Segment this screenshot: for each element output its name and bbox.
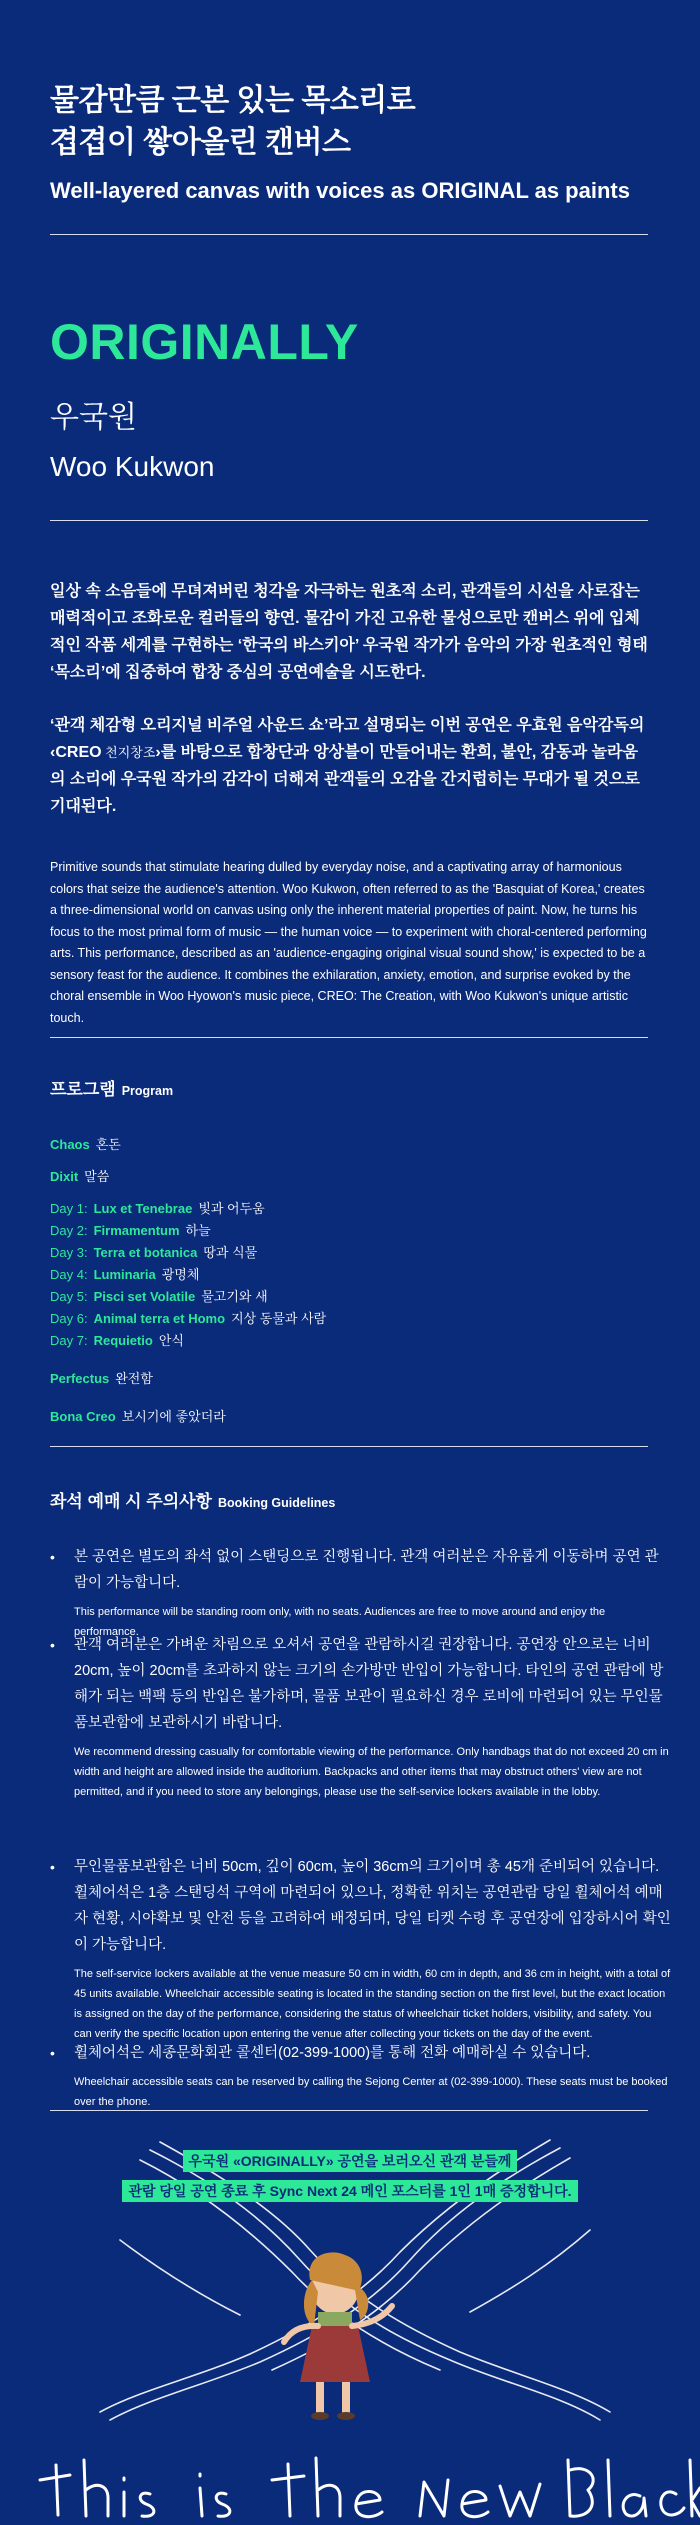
- artist-name-ko: 우국원: [50, 401, 137, 434]
- promo-line-2: 관람 당일 공연 종료 후 Sync Next 24 메인 포스터를 1인 1매 증정합니다.: [122, 2180, 577, 2202]
- program-item-title: Chaos: [50, 1137, 90, 1152]
- program-item-ko: 보시기에 좋았더라: [121, 1409, 226, 1424]
- day-label: Day 4:: [50, 1267, 88, 1282]
- program-heading: [50, 1078, 648, 1103]
- program-day-5: [50, 1288, 648, 1306]
- hero-title-ko-line2: 겹겹이 쌓아올린 캔버스: [50, 126, 351, 159]
- program-day-6: [50, 1310, 648, 1328]
- day-label: Day 3:: [50, 1245, 88, 1260]
- program-item-ko: 말씀: [84, 1169, 110, 1184]
- booking-item: [50, 1854, 672, 2044]
- bullet-icon: •: [50, 2045, 55, 2061]
- day-label: Day 6:: [50, 1311, 88, 1326]
- day-ko: 물고기와 새: [201, 1289, 268, 1304]
- program-item-title: Bona Creo: [50, 1409, 116, 1424]
- booking-item-ko: 무인물품보관함은 너비 50cm, 깊이 60cm, 높이 36cm의 크기이며 총 45개 준비되어 있습니다. 휠체어석은 1층 스탠딩석 구역에 마련되어 있으나, 정확한 위치는 공연관람 당일 휠체어석 예매자 현황, 시야확보 및 안전 등을 고려하여 배정되며, 당일 티켓 수령 후 공연장에 입장하시어 확인이 가능합니다.: [74, 1859, 671, 1953]
- bullet-icon: •: [50, 1637, 55, 1653]
- day-title: Firmamentum: [93, 1223, 180, 1238]
- day-title: Pisci set Volatile: [93, 1289, 196, 1304]
- booking-item-en: We recommend dressing casually for comfortable viewing of the performance. Only handbags that do not exceed 20 cm in width and height are allowed inside the auditorium. Backpacks and other items that may obstruct others' view are not permitted, and if you need to store any belongings, please use the self-service lockers available in the lobby.: [74, 1746, 669, 1798]
- program-item-ko: 혼돈: [95, 1137, 121, 1152]
- program-item-chaos: [50, 1136, 648, 1154]
- description-en: Primitive sounds that stimulate hearing dulled by everyday noise, and a captivating array of harmonious colors that seize the audience's attention. Woo Kukwon, often referred to as the 'Basquiat of Korea,' creates a three-dimensional world on canvas using only the inherent material properties of paint. Now, he turns his focus to the most primal form of music — the human voice — to experiment with choral-centered performing arts. This performance, described as an 'audience-engaging original visual sound show,' is expected to be a sensory feast for the audience. It combines the exhilaration, anxiety, emotion, and surprise evoked by the choral ensemble in Woo Hyowon's music piece, CREO: The Creation, with Woo Kukwon's unique artistic touch.: [50, 860, 647, 1025]
- description-ko-para2-b: ›를 바탕으로 합창단과 앙상블이 만들어내는 환희, 불안, 감동과 놀라움의 소리에 우국원 작가의 감각이 더해져 관객들의 오감을 간지럽히는 무대가 될 것으로 기대된다.: [50, 744, 640, 815]
- booking-heading-en: Booking Guidelines: [217, 1496, 336, 1510]
- program-day-2: [50, 1222, 648, 1240]
- description-ko-para1: 일상 속 소음들에 무뎌져버린 청각을 자극하는 원초적 소리, 관객들의 시선을 사로잡는 매력적이고 조화로운 컬러들의 향연. 물감이 가진 고유한 물성으로만 캔버스 위에 입체적인 작품 세계를 구현하는 ‘한국의 바스키아’ 우국원 작가가 음악의 가장 원초적인 형태 ‘목소리’에 집중하여 합창 중심의 공연예술을 시도한다.: [50, 583, 648, 681]
- bullet-icon: •: [50, 1549, 55, 1565]
- divider: [50, 1037, 648, 1038]
- description-ko-para2: [50, 712, 648, 820]
- booking-item-en: This performance will be standing room only, with no seats. Audiences are free to move around and enjoy the performance.: [74, 1606, 606, 1638]
- hero-title-en: Well-layered canvas with voices as ORIGINAL as paints: [50, 178, 630, 203]
- booking-item-ko: 휠체어석은 세종문화회관 콜센터(02-399-1000)를 통해 전화 예매하실 수 있습니다.: [74, 2045, 591, 2061]
- day-label: Day 5:: [50, 1289, 88, 1304]
- booking-item: [50, 2040, 672, 2112]
- booking-item: [50, 1544, 672, 1642]
- day-label: Day 1:: [50, 1201, 88, 1216]
- booking-item-ko: 관객 여러분은 가벼운 차림으로 오셔서 공연을 관람하시길 권장합니다. 공연장 안으로는 너비 20cm, 높이 20cm를 초과하지 않는 크기의 손가방만 반입이 가능합니다. 타인의 공연 관람에 방해가 되는 백팩 등의 반입은 불가하며, 물품 보관이 필요하신 경우 로비에 마련되어 있는 무인물품보관함에 보관하시기 바랍니다.: [74, 1637, 664, 1731]
- promo-line-1: 우국원 «ORIGINALLY» 공연을 보러오신 관객 분들께: [183, 2150, 518, 2172]
- program-heading-ko: 프로그램: [50, 1080, 116, 1099]
- program-item-perfectus: [50, 1370, 648, 1388]
- day-title: Requietio: [93, 1333, 153, 1348]
- program-day-3: [50, 1244, 648, 1262]
- artist-name-en: Woo Kukwon: [50, 451, 215, 482]
- handwriting-icon: [40, 2458, 700, 2517]
- day-ko: 하늘: [185, 1223, 211, 1238]
- day-ko: 빛과 어두움: [198, 1201, 265, 1216]
- hero-title-ko: [50, 80, 648, 164]
- day-label: Day 2:: [50, 1223, 88, 1238]
- program-item-title: Perfectus: [50, 1371, 110, 1386]
- hero-title-ko-line1: 물감만큼 근본 있는 목소리로: [50, 84, 416, 117]
- day-title: Lux et Tenebrae: [93, 1201, 193, 1216]
- booking-heading-ko: 좌석 예매 시 주의사항: [50, 1492, 212, 1511]
- program-item-dixit: [50, 1168, 648, 1186]
- program-day-1: [50, 1200, 648, 1218]
- day-title: Terra et botanica: [93, 1245, 198, 1260]
- divider: [50, 2110, 648, 2111]
- promo-banner: [0, 2150, 700, 2210]
- day-ko: 광명체: [161, 1267, 200, 1282]
- bullet-icon: •: [50, 1859, 55, 1875]
- divider: [50, 520, 648, 521]
- booking-heading: [50, 1490, 648, 1515]
- divider: [50, 234, 648, 235]
- day-title: Luminaria: [93, 1267, 156, 1282]
- day-ko: 지상 동물과 사람: [231, 1311, 327, 1326]
- program-heading-en: Program: [121, 1084, 174, 1098]
- booking-item-ko: 본 공연은 별도의 좌석 없이 스탠딩으로 진행됩니다. 관객 여러분은 자유롭게 이동하며 공연 관람이 가능합니다.: [74, 1549, 659, 1591]
- day-ko: 땅과 식물: [203, 1245, 258, 1260]
- program-day-7: [50, 1332, 648, 1350]
- booking-item-en: Wheelchair accessible seats can be reserved by calling the Sejong Center at (02-399-1000). These seats must be booked over the phone.: [74, 2076, 668, 2108]
- day-label: Day 7:: [50, 1333, 88, 1348]
- booking-item: [50, 1632, 672, 1802]
- show-title: ORIGINALLY: [50, 314, 359, 370]
- description-ko-para2-a: ‘관객 체감형 오리지널 비주얼 사운드 쇼’라고 설명되는 이번 공연은 우효원 음악감독의 ‹CREO: [50, 717, 645, 761]
- booking-item-en: The self-service lockers available at the venue measure 50 cm in width, 60 cm in depth, and 36 cm in height, with a total of 45 units available. Wheelchair accessible seating is located in the standing section on the first level, but the exact location is assigned on the day of the performance, considering the status of wheelchair ticket holders, visibility, and safety. You can verify the specific location upon entering the venue after collecting your tickets on the day of the event.: [74, 1968, 671, 2040]
- program-day-4: [50, 1266, 648, 1284]
- divider: [50, 1446, 648, 1447]
- child-figure-icon: [284, 2252, 392, 2420]
- program-item-title: Dixit: [50, 1169, 79, 1184]
- program-item-bona-creo: [50, 1408, 648, 1426]
- description-ko-para2-small: 천지창조: [101, 745, 156, 760]
- day-title: Animal terra et Homo: [93, 1311, 226, 1326]
- day-ko: 안식: [158, 1333, 184, 1348]
- program-item-ko: 완전함: [115, 1371, 153, 1386]
